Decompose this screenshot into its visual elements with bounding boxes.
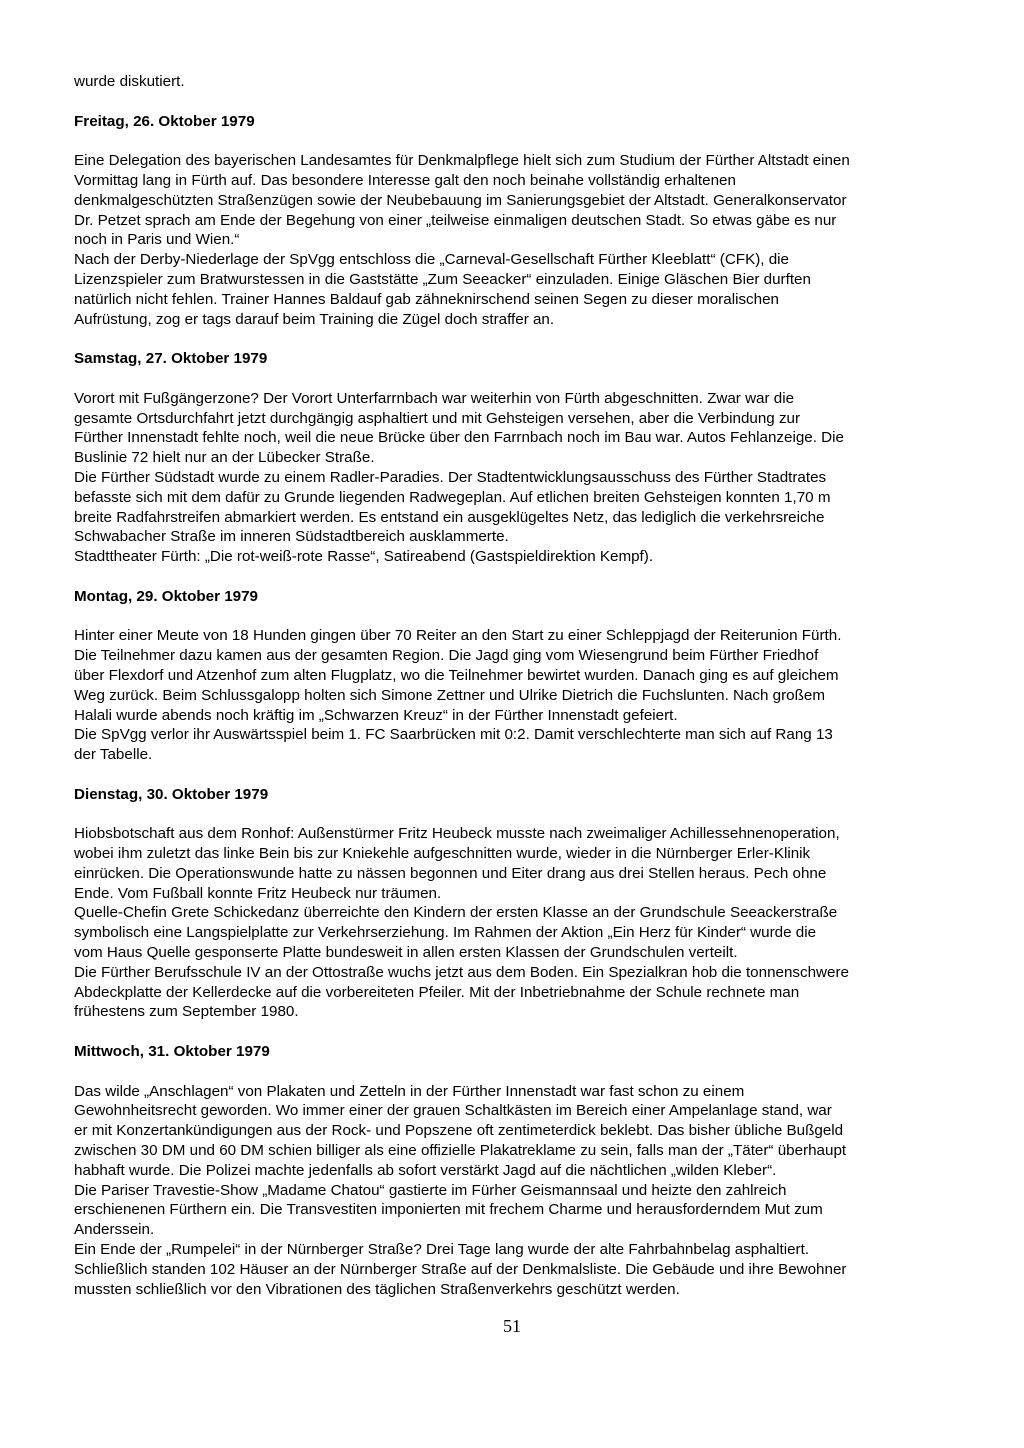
- page-number: 51: [503, 1316, 521, 1336]
- section-date-heading: Mittwoch, 31. Oktober 1979: [74, 1043, 270, 1061]
- section-text-line: Abdeckplatte der Kellerdecke auf die vorbereiteten Pfeiler. Mit der Inbetriebnahme der Schule rechnete man: [74, 983, 800, 1001]
- section-text-line: Die Pariser Travestie-Show „Madame Chatou“ gastierte im Fürher Geismannsaal und heizte den zahlreich: [74, 1181, 787, 1199]
- section-text-line: frühestens zum September 1980.: [74, 1003, 299, 1021]
- sections-container: [74, 112, 954, 1300]
- section-text-line: Schließlich standen 102 Häuser an der Nürnberger Straße auf der Denkmalsliste. Die Gebäude und ihre Bewohner: [74, 1260, 847, 1278]
- section-text-line: Weg zurück. Beim Schlussgalopp holten sich Simone Zettner und Ulrike Dietrich die Fuchslunten. Nach großem: [74, 686, 826, 704]
- section-date-heading: Montag, 29. Oktober 1979: [74, 587, 258, 605]
- section-text-line: gesamte Ortsdurchfahrt jetzt durchgängig asphaltiert und mit Gehsteigen versehen, aber die Verbindung zur: [74, 409, 801, 427]
- section-text-line: Die Fürther Berufsschule IV an der Ottostraße wuchs jetzt aus dem Boden. Ein Spezialkran hob die tonnenschwere: [74, 963, 849, 981]
- section-text-line: natürlich nicht fehlen. Trainer Hannes Baldauf gab zähneknirschend seinen Segen zu dieser moralischen: [74, 290, 779, 308]
- section-text-line: Vormittag lang in Fürth auf. Das besondere Interesse galt den noch beinahe vollständig erhaltenen: [74, 171, 736, 189]
- section-text-line: Hiobsbotschaft aus dem Ronhof: Außenstürmer Fritz Heubeck musste nach zweimaliger Achillessehnenoperation,: [74, 825, 840, 843]
- section-text-line: der Tabelle.: [74, 746, 153, 764]
- section-text-line: über Flexdorf und Atzenhof zum alten Flugplatz, wo die Teilnehmer bewirtet wurden. Danach ging es auf gleichem: [74, 666, 839, 684]
- section-text-line: Gewohnheitsrecht geworden. Wo immer einer der grauen Schaltkästen im Bereich einer Ampelanlage stand, war: [74, 1102, 832, 1120]
- document-body: [74, 72, 954, 1299]
- section-text-line: Ein Ende der „Rumpelei“ in der Nürnberger Straße? Drei Tage lang wurde der alte Fahrbahnbelag asphaltiert.: [74, 1241, 810, 1259]
- section-text-line: vom Haus Quelle gesponserte Platte bundesweit in allen ersten Klassen der Grundschulen verteilt.: [74, 944, 738, 962]
- section-text-line: Anderssein.: [74, 1221, 155, 1239]
- section-text-line: mussten schließlich vor den Vibrationen des täglichen Straßenverkehrs geschützt werden.: [74, 1280, 680, 1298]
- section-text-line: Nach der Derby-Niederlage der SpVgg entschloss die „Carneval-Gesellschaft Fürther Kleeblatt“ (CFK), die: [74, 251, 789, 269]
- section-text-line: breite Radfahrstreifen abmarkiert werden. Es entstand ein ausgeklügeltes Netz, das lediglich die verkehrsreiche: [74, 508, 825, 526]
- section-text-line: Ende. Vom Fußball konnte Fritz Heubeck nur träumen.: [74, 884, 442, 902]
- section-text-line: er mit Konzertankündigungen aus der Rock- und Popszene oft zentimeterdick beklebt. Das bisher übliche Bußgeld: [74, 1122, 844, 1140]
- section-text-line: Quelle-Chefin Grete Schickedanz überreichte den Kindern der ersten Klasse an der Grundschule Seeackerstraße: [74, 904, 838, 922]
- section-text-line: wobei ihm zuletzt das linke Bein bis zur Kniekehle aufgeschnitten wurde, wieder in die Nürnberger Erler-Klinik: [74, 845, 811, 863]
- intro-text: wurde diskutiert.: [74, 73, 185, 90]
- section-text-line: Lizenzspieler zum Bratwurstessen in die Gaststätte „Zum Seeacker“ einzuladen. Einige Gläschen Bier durften: [74, 270, 811, 288]
- section-text-line: Vorort mit Fußgängerzone? Der Vorort Unterfarrnbach war weiterhin von Fürth abgeschnitten. Zwar war die: [74, 389, 795, 407]
- section-text-line: Halali wurde abends noch kräftig im „Schwarzen Kreuz“ in der Fürther Innenstadt gefeiert.: [74, 706, 678, 724]
- section-text-line: Buslinie 72 hielt nur an der Lübecker Straße.: [74, 449, 375, 467]
- section-text-line: Die Fürther Südstadt wurde zu einem Radler-Paradies. Der Stadtentwicklungsausschuss des Fürther Stadtrates: [74, 468, 827, 486]
- section-text-line: Das wilde „Anschlagen“ von Plakaten und Zetteln in der Fürther Innenstadt war fast schon zu einem: [74, 1082, 745, 1100]
- section-text-line: Fürther Innenstadt fehlte noch, weil die neue Brücke über den Farrnbach noch im Bau war. Autos Fehlanzeige. Die: [74, 429, 844, 447]
- section-text-line: befasste sich mit dem dafür zu Grunde liegenden Radwegeplan. Auf etlichen breiten Gehsteigen konnten 1,70 m: [74, 488, 831, 506]
- section-text-line: Die SpVgg verlor ihr Auswärtsspiel beim 1. FC Saarbrücken mit 0:2. Damit verschlechterte man sich auf Rang 13: [74, 726, 833, 744]
- section-date-heading: Dienstag, 30. Oktober 1979: [74, 785, 269, 803]
- section-text-line: symbolisch eine Langspielplatte zur Verkehrserziehung. Im Rahmen der Aktion „Ein Herz für Kinder“ wurde die: [74, 924, 817, 942]
- section-text-line: einrücken. Die Operationswunde hatte zu nässen begonnen und Eiter drang aus drei Stellen heraus. Pech ohne: [74, 864, 827, 882]
- section-text-line: Schwabacher Straße im inneren Südstadtbereich ausklammerte.: [74, 528, 509, 546]
- section-text-line: Stadttheater Fürth: „Die rot-weiß-rote Rasse“, Satireabend (Gastspieldirektion Kempf).: [74, 548, 654, 566]
- section-text-line: noch in Paris und Wien.“: [74, 231, 240, 249]
- section-text-line: habhaft wurde. Die Polizei machte jedenfalls ab sofort verstärkt Jagd auf die nächtlichen „wilden Kleber“.: [74, 1161, 777, 1179]
- section-text-line: Hinter einer Meute von 18 Hunden gingen über 70 Reiter an den Start zu einer Schleppjagd der Reiterunion Fürth.: [74, 627, 842, 645]
- section-date-heading: Freitag, 26. Oktober 1979: [74, 112, 255, 130]
- section-date-heading: Samstag, 27. Oktober 1979: [74, 350, 268, 368]
- section-text-line: denkmalgeschützten Straßenzügen sowie der Neubebauung im Sanierungsgebiet der Altstadt. Generalkonservator: [74, 191, 847, 209]
- section-text-line: Die Teilnehmer dazu kamen aus der gesamten Region. Die Jagd ging vom Wiesengrund beim Fürther Friedhof: [74, 647, 819, 665]
- section-text-line: zwischen 30 DM und 60 DM schien billiger als eine offizielle Plakatreklame zu sein, falls man der „Täter“ überhaupt: [74, 1142, 847, 1160]
- section-text-line: Aufrüstung, zog er tags darauf beim Training die Zügel doch straffer an.: [74, 310, 555, 328]
- section-text-line: Dr. Petzet sprach am Ende der Begehung von einer „teilweise einmaligen deutschen Stadt. So etwas gäbe es nur: [74, 211, 837, 229]
- section-text-line: erschienenen Fürthern ein. Die Transvestiten imponierten mit frechem Charme und herausforderndem Mut zum: [74, 1201, 823, 1219]
- section-text-line: Eine Delegation des bayerischen Landesamtes für Denkmalpflege hielt sich zum Studium der Fürther Altstadt einen: [74, 152, 850, 170]
